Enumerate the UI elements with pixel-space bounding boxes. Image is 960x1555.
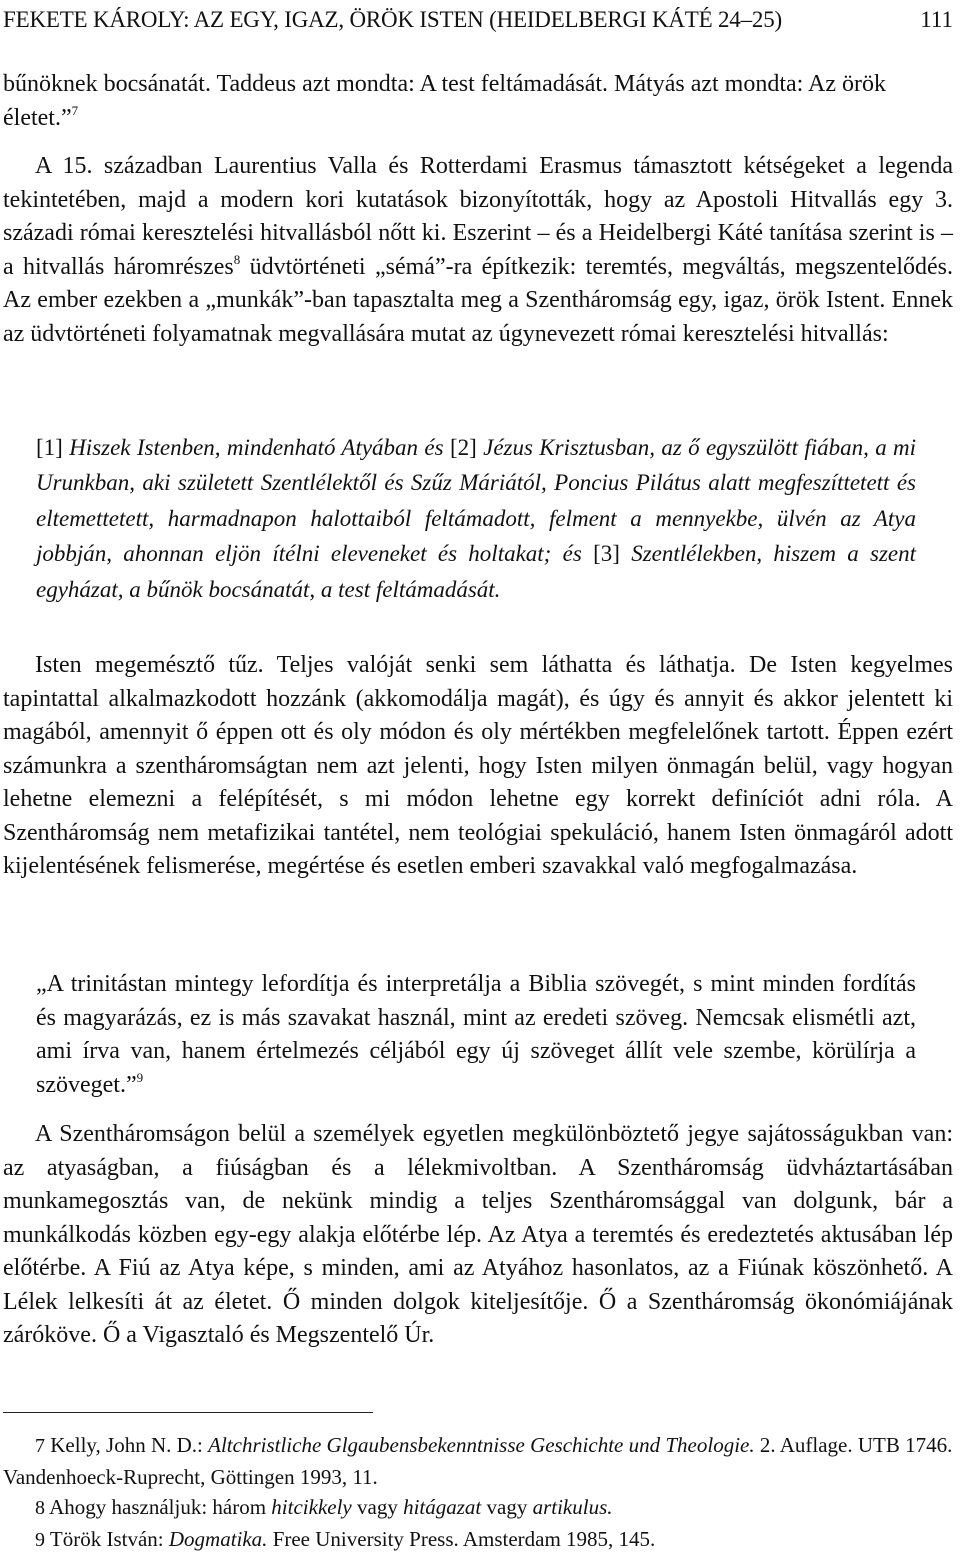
footnote-8-term-3: artikulus.	[533, 1495, 613, 1519]
footnote-9-title: Dogmatika.	[169, 1527, 268, 1551]
footnotes	[3, 1430, 953, 1555]
footnote-9	[3, 1524, 953, 1555]
footnote-8-number: 8	[35, 1497, 45, 1519]
footnote-ref-9[interactable]: 9	[137, 1070, 144, 1085]
creed-marker-1: [1]	[36, 435, 63, 460]
paragraph-1	[3, 68, 953, 135]
footnote-8-term-1: hitcikkely	[271, 1495, 351, 1519]
creed-quote	[36, 430, 916, 607]
creed-marker-3: [3]	[593, 541, 620, 566]
footnote-9-number: 9	[35, 1529, 45, 1551]
paragraph-2-text-b: üdvtörténeti „sémá”-ra építkezik: teremtés, megváltás, megszentelődés. Az ember ezekben a „munkák”-ban tapasztalta meg a Szentháromság egy, igaz, örök Istent. Ennek az üdvtörténeti folyamatnak megvallására mutat az úgynevezett római keresztelési hitvallás:	[3, 254, 953, 347]
creed-conjunction-2: és	[563, 541, 582, 566]
block-quote	[36, 968, 916, 1102]
footnote-7-rest: 2. Auflage. UTB 1746. Vandenhoeck-Ruprecht, Göttingen 1993, 11.	[3, 1433, 952, 1489]
block-quote-text: „A trinitástan mintegy lefordítja és interpretálja a Biblia szövegét, s mint minden fordítás és magyarázás, ez is más szavakat használ, mint az eredeti szöveg. Nemcsak elismétli azt, ami írva van, hanem értelmezés céljából egy új szöveget állít vele szembe, körülírja a szöveget.”	[36, 971, 916, 1098]
footnote-7	[3, 1430, 953, 1492]
footnote-9-author: Török István:	[50, 1527, 164, 1551]
footnote-7-number: 7	[35, 1435, 45, 1457]
creed-article-3: Szentlélekben, hiszem a szent egyházat, a bűnök bocsánatát, a test feltámadását.	[36, 541, 916, 601]
creed-article-2: Jézus Krisztusban, az ő egyszülött fiában, a mi Urunkban, aki született Szentlélektől és Szűz Máriától, Poncius Pilátus alatt megfeszíttetett és eltemettetett, harmadnapon halottaiból feltámadott, felment a mennyekbe, ülvén az Atya jobbján, ahonnan eljön ítélni eleveneket és holtakat;	[36, 435, 916, 566]
footnote-separator	[3, 1412, 373, 1413]
paragraph-2-text-a: A 15. században Laurentius Valla és Rotterdami Erasmus támasztott kétségeket a legenda tekintetében, majd a modern kori kutatások bizonyították, hogy az Apostoli Hitvallás egy 3. századi római keresztelési hitvallásból nőtt ki. Eszerint – és a Heidelbergi Káté tanítása szerint is – a hitvallás háromrészes	[3, 153, 953, 280]
creed-article-1: Hiszek Istenben, mindenható Atyában	[69, 435, 418, 460]
paragraph-4: A Szentháromságon belül a személyek egyetlen megkülönböztető jegye sajátosságukban van: az atyaságban, a fiúságban és a lélekmivoltban. A Szentháromság üdvháztartásában munkamegosztás van, de nekünk mindig a teljes Szentháromsággal van dolgunk, bár a munkálkodás közben egy-egy alakja előtérbe lép. Az Atya a teremtés és eredeztetés aktusában lép előtérbe. A Fiú az Atya képe, s minden, ami az Atyához hasonlatos, az a Fiúnak köszönhető. A Lélek lelkesíti át az életet. Ő minden dolgok kiteljesítője. Ő a Szentháromság ökonómiájának záróköve. Ő a Vigasztaló és Megszentelő Úr.	[3, 1118, 953, 1353]
page-number: 111	[920, 2, 953, 38]
footnote-ref-8[interactable]: 8	[234, 252, 241, 267]
paragraph-2	[3, 150, 953, 351]
footnote-8-text-e: vagy	[487, 1495, 528, 1519]
running-title: FEKETE KÁROLY: AZ EGY, IGAZ, ÖRÖK ISTEN (HEIDELBERGI KÁTÉ 24–25)	[3, 2, 782, 38]
footnote-8-term-2: hitágazat	[403, 1495, 481, 1519]
creed-conjunction-1: és	[424, 435, 443, 460]
running-header	[3, 2, 953, 38]
footnote-8	[3, 1492, 953, 1524]
footnote-7-title: Altchristliche Glgaubensbekenntnisse Geschichte und Theologie.	[208, 1433, 754, 1457]
footnote-9-rest: Free University Press. Amsterdam 1985, 145.	[273, 1527, 656, 1551]
paragraph-1-text: bűnöknek bocsánatát. Taddeus azt mondta: A test feltámadását. Mátyás azt mondta: Az örök életet.”	[3, 71, 886, 131]
footnote-ref-7[interactable]: 7	[72, 103, 79, 118]
paragraph-3: Isten megemésztő tűz. Teljes valóját senki sem láthatta és láthatja. De Isten kegyelmes tapintattal alkalmazkodott hozzánk (akkomodálja magát), és úgy és annyit és akkor jelentett ki magából, amennyit ő éppen ott és oly módon és oly mértékben megfelelőnek tartott. Éppen ezért számunkra a szentháromságtan nem azt jelenti, hogy Isten milyen önmagán belül, vagy hogyan lehetne elemezni a felépítését, s mi módon lehetne egy korrekt definíciót adni róla. A Szentháromság nem metafizikai tantétel, nem teológiai spekuláció, hanem Isten önmagáról adott kijelentésének felismerése, megértése és esetlen emberi szavakkal való megfogalmazása.	[3, 649, 953, 884]
creed-marker-2: [2]	[450, 435, 477, 460]
footnote-7-author: Kelly, John N. D.:	[50, 1433, 203, 1457]
footnote-8-text-c: vagy	[357, 1495, 398, 1519]
footnote-8-text-a: Ahogy használjuk: három	[49, 1495, 266, 1519]
